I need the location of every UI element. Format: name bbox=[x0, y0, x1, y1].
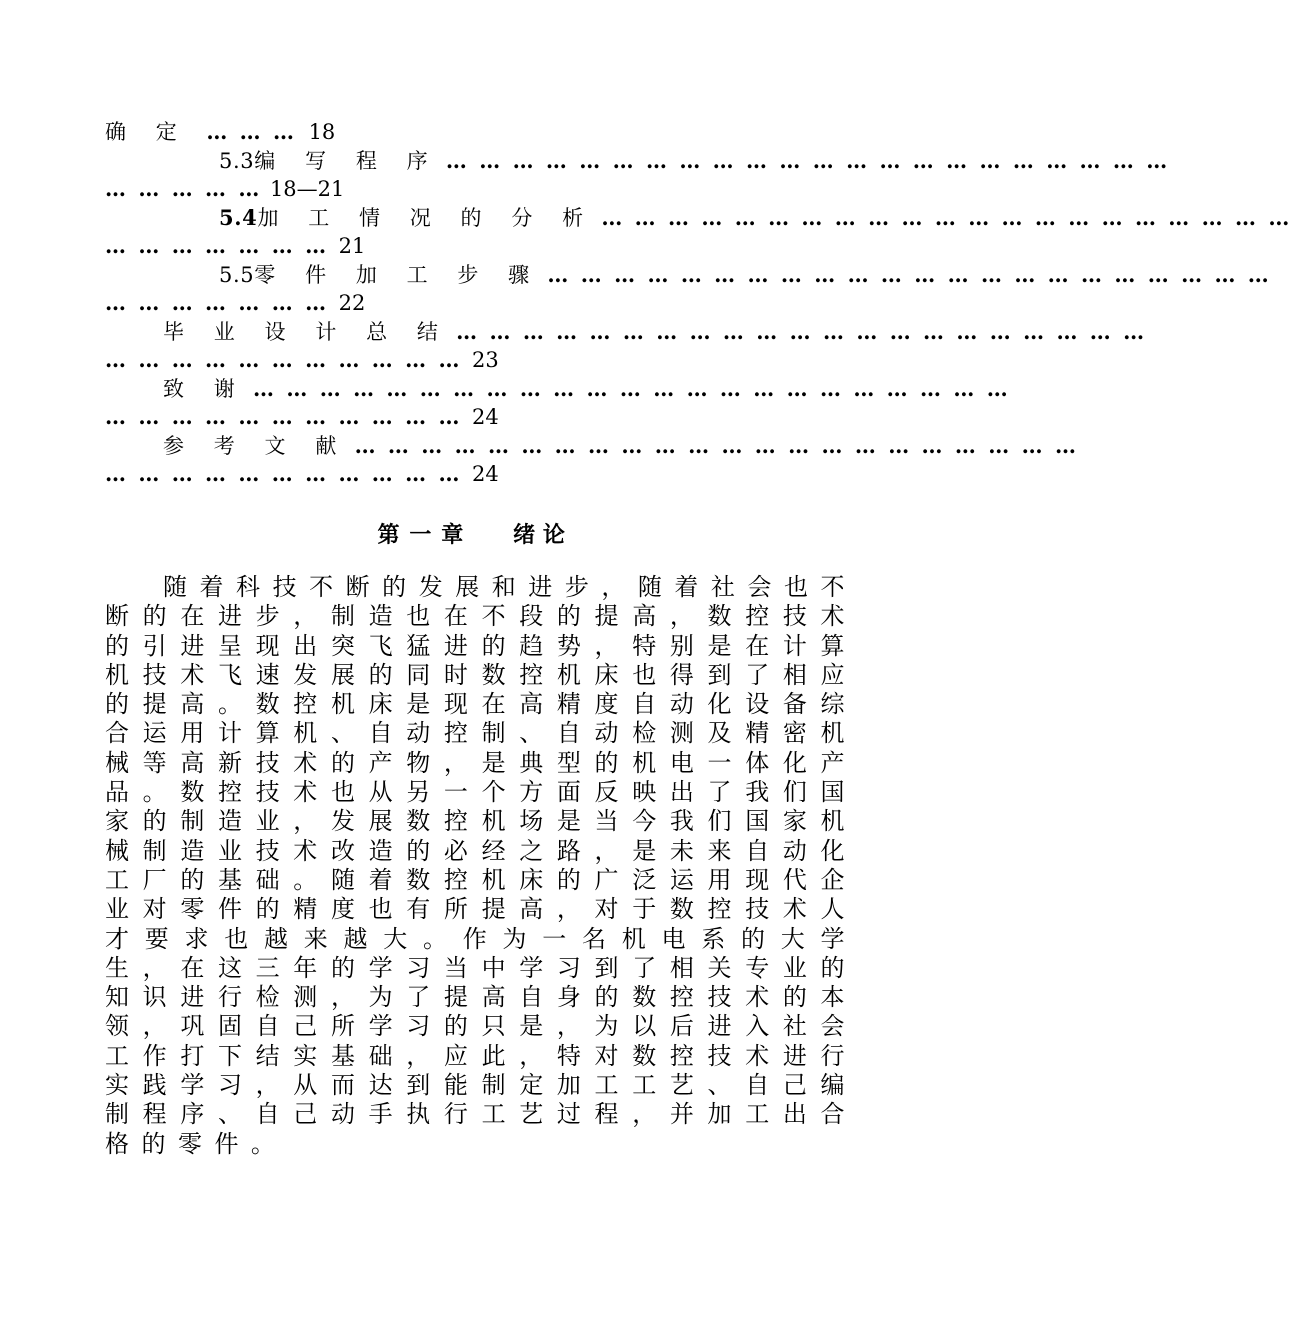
toc-entry-page: 18 bbox=[308, 120, 336, 144]
toc-entry-summary bbox=[105, 318, 1147, 347]
toc-entry-page: 22 bbox=[338, 291, 366, 315]
toc-entry-dots: … … … … … … … bbox=[105, 233, 329, 258]
toc-entry-dots: … … … … … … … … … … … bbox=[105, 404, 463, 429]
toc-entry-5-3-continued bbox=[105, 175, 857, 204]
toc-entry-page: 18—21 bbox=[269, 177, 345, 201]
table-of-contents bbox=[105, 118, 1292, 489]
toc-entry-summary-continued bbox=[105, 346, 857, 375]
toc-entry-dots: … … … bbox=[206, 119, 297, 144]
toc-entry-acknowledgements-continued bbox=[105, 403, 857, 432]
body-paragraph: 随着科技不断的发展和进步，随着社会也不断的在进步，制造也在不段的提高，数控技术的引进呈现出突飞猛进的趋势，特别是在计算机技术飞速发展的同时数控机床也得到了相应的提高。数控机床是现在高精度自动化设备综合运用计算机、自动控制、自动检测及精密机械等高新技术的产物，是典型的机电一体化产品。数控技术也从另一个方面反映出了我们国家的制造业，发展数控机场是当今我们国家机械制造业技术改造的必经之路，是未来自动化工厂的基础。随着数控机床的广泛运用现代企业对零件的精度也有所提高，对于数控技术人才要求也越来越大。作为一名机电系的大学生，在这三年的学习当中学习到了相关专业的知识进行检测，为了提高自身的数控技术的本领，巩固自己所学习的只是，为以后进入社会工作打下结实基础，应此，特对数控技术进行实践学习，从而达到能制定加工工艺、自己编制程序、自己动手执行工艺过程，并加工出合格的零件。 bbox=[105, 573, 857, 1158]
toc-entry-page: 21 bbox=[338, 234, 366, 258]
toc-entry-title: 致 谢 bbox=[163, 376, 247, 401]
toc-entry-5-4 bbox=[105, 204, 1292, 233]
chapter-number: 第一章 bbox=[377, 522, 474, 548]
toc-entry-dots: … … … … … … … bbox=[105, 290, 329, 315]
toc-entry-dots: … … … … … … … … … … … bbox=[105, 461, 463, 486]
toc-entry-title: 加 工 情 况 的 分 析 bbox=[257, 205, 595, 230]
toc-entry-number: 5.5 bbox=[219, 262, 255, 287]
toc-entry-dots: … … … … … bbox=[105, 176, 262, 201]
toc-entry-title: 毕 业 设 计 总 结 bbox=[163, 319, 450, 344]
toc-entry-references-continued bbox=[105, 460, 857, 489]
toc-entry-page: 24 bbox=[472, 405, 499, 429]
toc-entry-5-5-continued bbox=[105, 289, 857, 318]
toc-entry-dots: … … … … … … … … … … … … … … … … … … … … … bbox=[456, 318, 1147, 344]
toc-entry-number: 5.4 bbox=[219, 204, 258, 230]
toc-entry-5-3 bbox=[105, 147, 1170, 176]
toc-entry-acknowledgements bbox=[105, 375, 1011, 404]
toc-entry-title: 确 定 bbox=[105, 120, 189, 144]
toc-entry-continuation bbox=[105, 118, 857, 147]
toc-entry-page: 24 bbox=[472, 462, 499, 486]
toc-entry-references bbox=[105, 432, 1079, 461]
toc-entry-5-5 bbox=[105, 261, 1272, 290]
toc-entry-5-4-continued bbox=[105, 232, 857, 261]
toc-entry-dots: … … … … … … … … … … … … … … … … … … … … … … bbox=[354, 432, 1079, 458]
toc-entry-dots: … … … … … … … … … … … … … … … … … … … … … bbox=[601, 204, 1292, 230]
toc-entry-dots: … … … … … … … … … … … … … … … … … … … … … … bbox=[445, 147, 1170, 173]
toc-entry-dots: … … … … … … … … … … … bbox=[105, 347, 463, 372]
toc-entry-title: 参 考 文 献 bbox=[163, 433, 348, 458]
chapter-heading bbox=[0, 520, 950, 550]
chapter-title: 绪论 bbox=[513, 522, 573, 548]
toc-entry-number: 5.3 bbox=[219, 148, 255, 173]
toc-entry-dots: … … … … … … … … … … … … … … … … … … … … … … bbox=[547, 261, 1272, 287]
toc-entry-title: 零 件 加 工 步 骤 bbox=[254, 262, 541, 287]
toc-entry-page: 23 bbox=[472, 348, 499, 372]
toc-entry-title: 编 写 程 序 bbox=[254, 148, 440, 173]
toc-entry-dots: … … … … … … … … … … … … … … … … … … … … … … … bbox=[253, 375, 1011, 401]
